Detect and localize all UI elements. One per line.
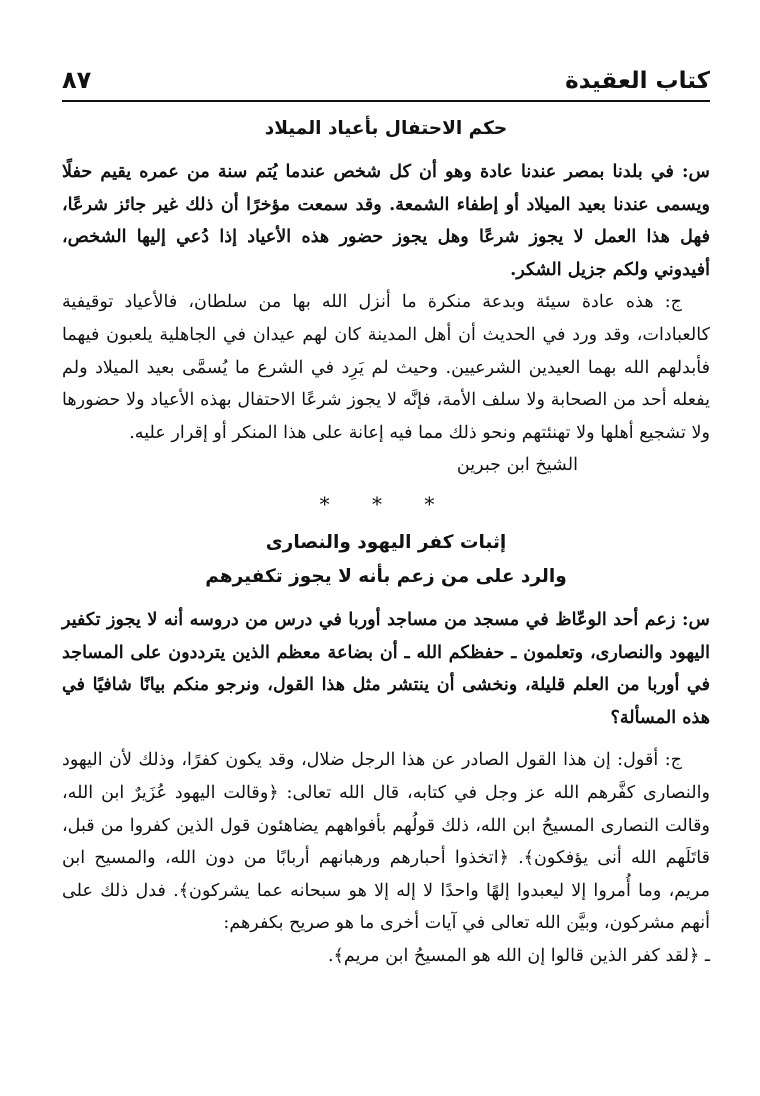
header-rule	[62, 100, 710, 102]
page-number: ٨٧	[62, 66, 92, 94]
page-body	[62, 112, 710, 972]
section1-title: حكم الاحتفال بأعياد الميلاد	[264, 118, 508, 139]
section1-question: س: في بلدنا بمصر عندنا عادة وهو أن كل شخص عندما يُتم سنة من عمره يقيم حفلًا ويسمى عندنا بعيد الميلاد أو إطفاء الشمعة. وقد سمعت مؤخرًا أن ذلك غير جائز شرعًا، فهل هذا العمل لا يجوز شرعًا وهل يجوز حضور هذه الأعياد إذا دُعي إليها الشخص، أفيدوني ولكم جزيل الشكر.	[62, 161, 710, 280]
page-header	[62, 64, 710, 104]
book-title: كتاب العقيدة	[565, 68, 710, 94]
section2-verse: ـ ﴿لقد كفر الذين قالوا إن الله هو المسيحُ ابن مريم﴾.	[327, 945, 710, 966]
section-divider: * * *	[319, 491, 453, 516]
section2-title-line2: والرد على من زعم بأنه لا يجوز تكفيرهم	[205, 565, 567, 587]
section1-answer: ج: هذه عادة سيئة وبدعة منكرة ما أنزل الله بها من سلطان، فالأعياد توقيفية كالعبادات، وقد ورد في الحديث أن أهل المدينة كان لهم عيدان في الجاهلية يلعبون فيهما فأبدلهم الله بهما العيدين الشرعيين. وحيث لم يَرِد في الشرع ما يُسمَّى بعيد الميلاد ولم يفعله أحد من الصحابة ولا سلف الأمة، فإنَّه لا يجوز شرعًا الاحتفال بهذه الأعياد ولا حضورها ولا تشجيع أهلها ولا تهنئتهم ونحو ذلك مما فيه إعانة على هذا المنكر أو إقرار عليه.	[62, 292, 710, 443]
section2-title-line1: إثبات كفر اليهود والنصارى	[265, 531, 507, 553]
section1-signature: الشيخ ابن جبرين	[456, 455, 578, 476]
section2-answer: ج: أقول: إن هذا القول الصادر عن هذا الرجل ضلال، وقد يكون كفرًا، وذلك لأن اليهود والنصارى كفَّرهم الله عز وجل في كتابه، قال الله تعالى: ﴿وقالت اليهود عُزَيرٌ ابن الله، وقالت النصارى المسيحُ ابن الله، ذلك قولُهم بأفواههم يضاهئون قول الذين كفروا من قبل، قاتَلَهم الله أنى يؤفكون﴾. ﴿اتخذوا أحبارهم ورهبانهم أربابًا من دون الله، والمسيح ابن مريم، وما أُمروا إلا ليعبدوا إلهًا واحدًا لا إله إلا هو سبحانه عما يشركون﴾. فدل ذلك على أنهم مشركون، وبيَّن الله تعالى في آيات أخرى ما هو صريح بكفرهم:	[62, 750, 710, 934]
section2-question: س: زعم أحد الوعّاظ في مسجد من مساجد أوربا في درس من دروسه أنه لا يجوز تكفير اليهود والنصارى، وتعلمون ـ حفظكم الله ـ أن بضاعة معظم الذين يترددون على المساجد في أوربا من العلم قليلة، ونخشى أن ينتشر مثل هذا القول، ونرجو منكم بيانًا شافيًا في هذه المسألة؟	[62, 608, 710, 728]
